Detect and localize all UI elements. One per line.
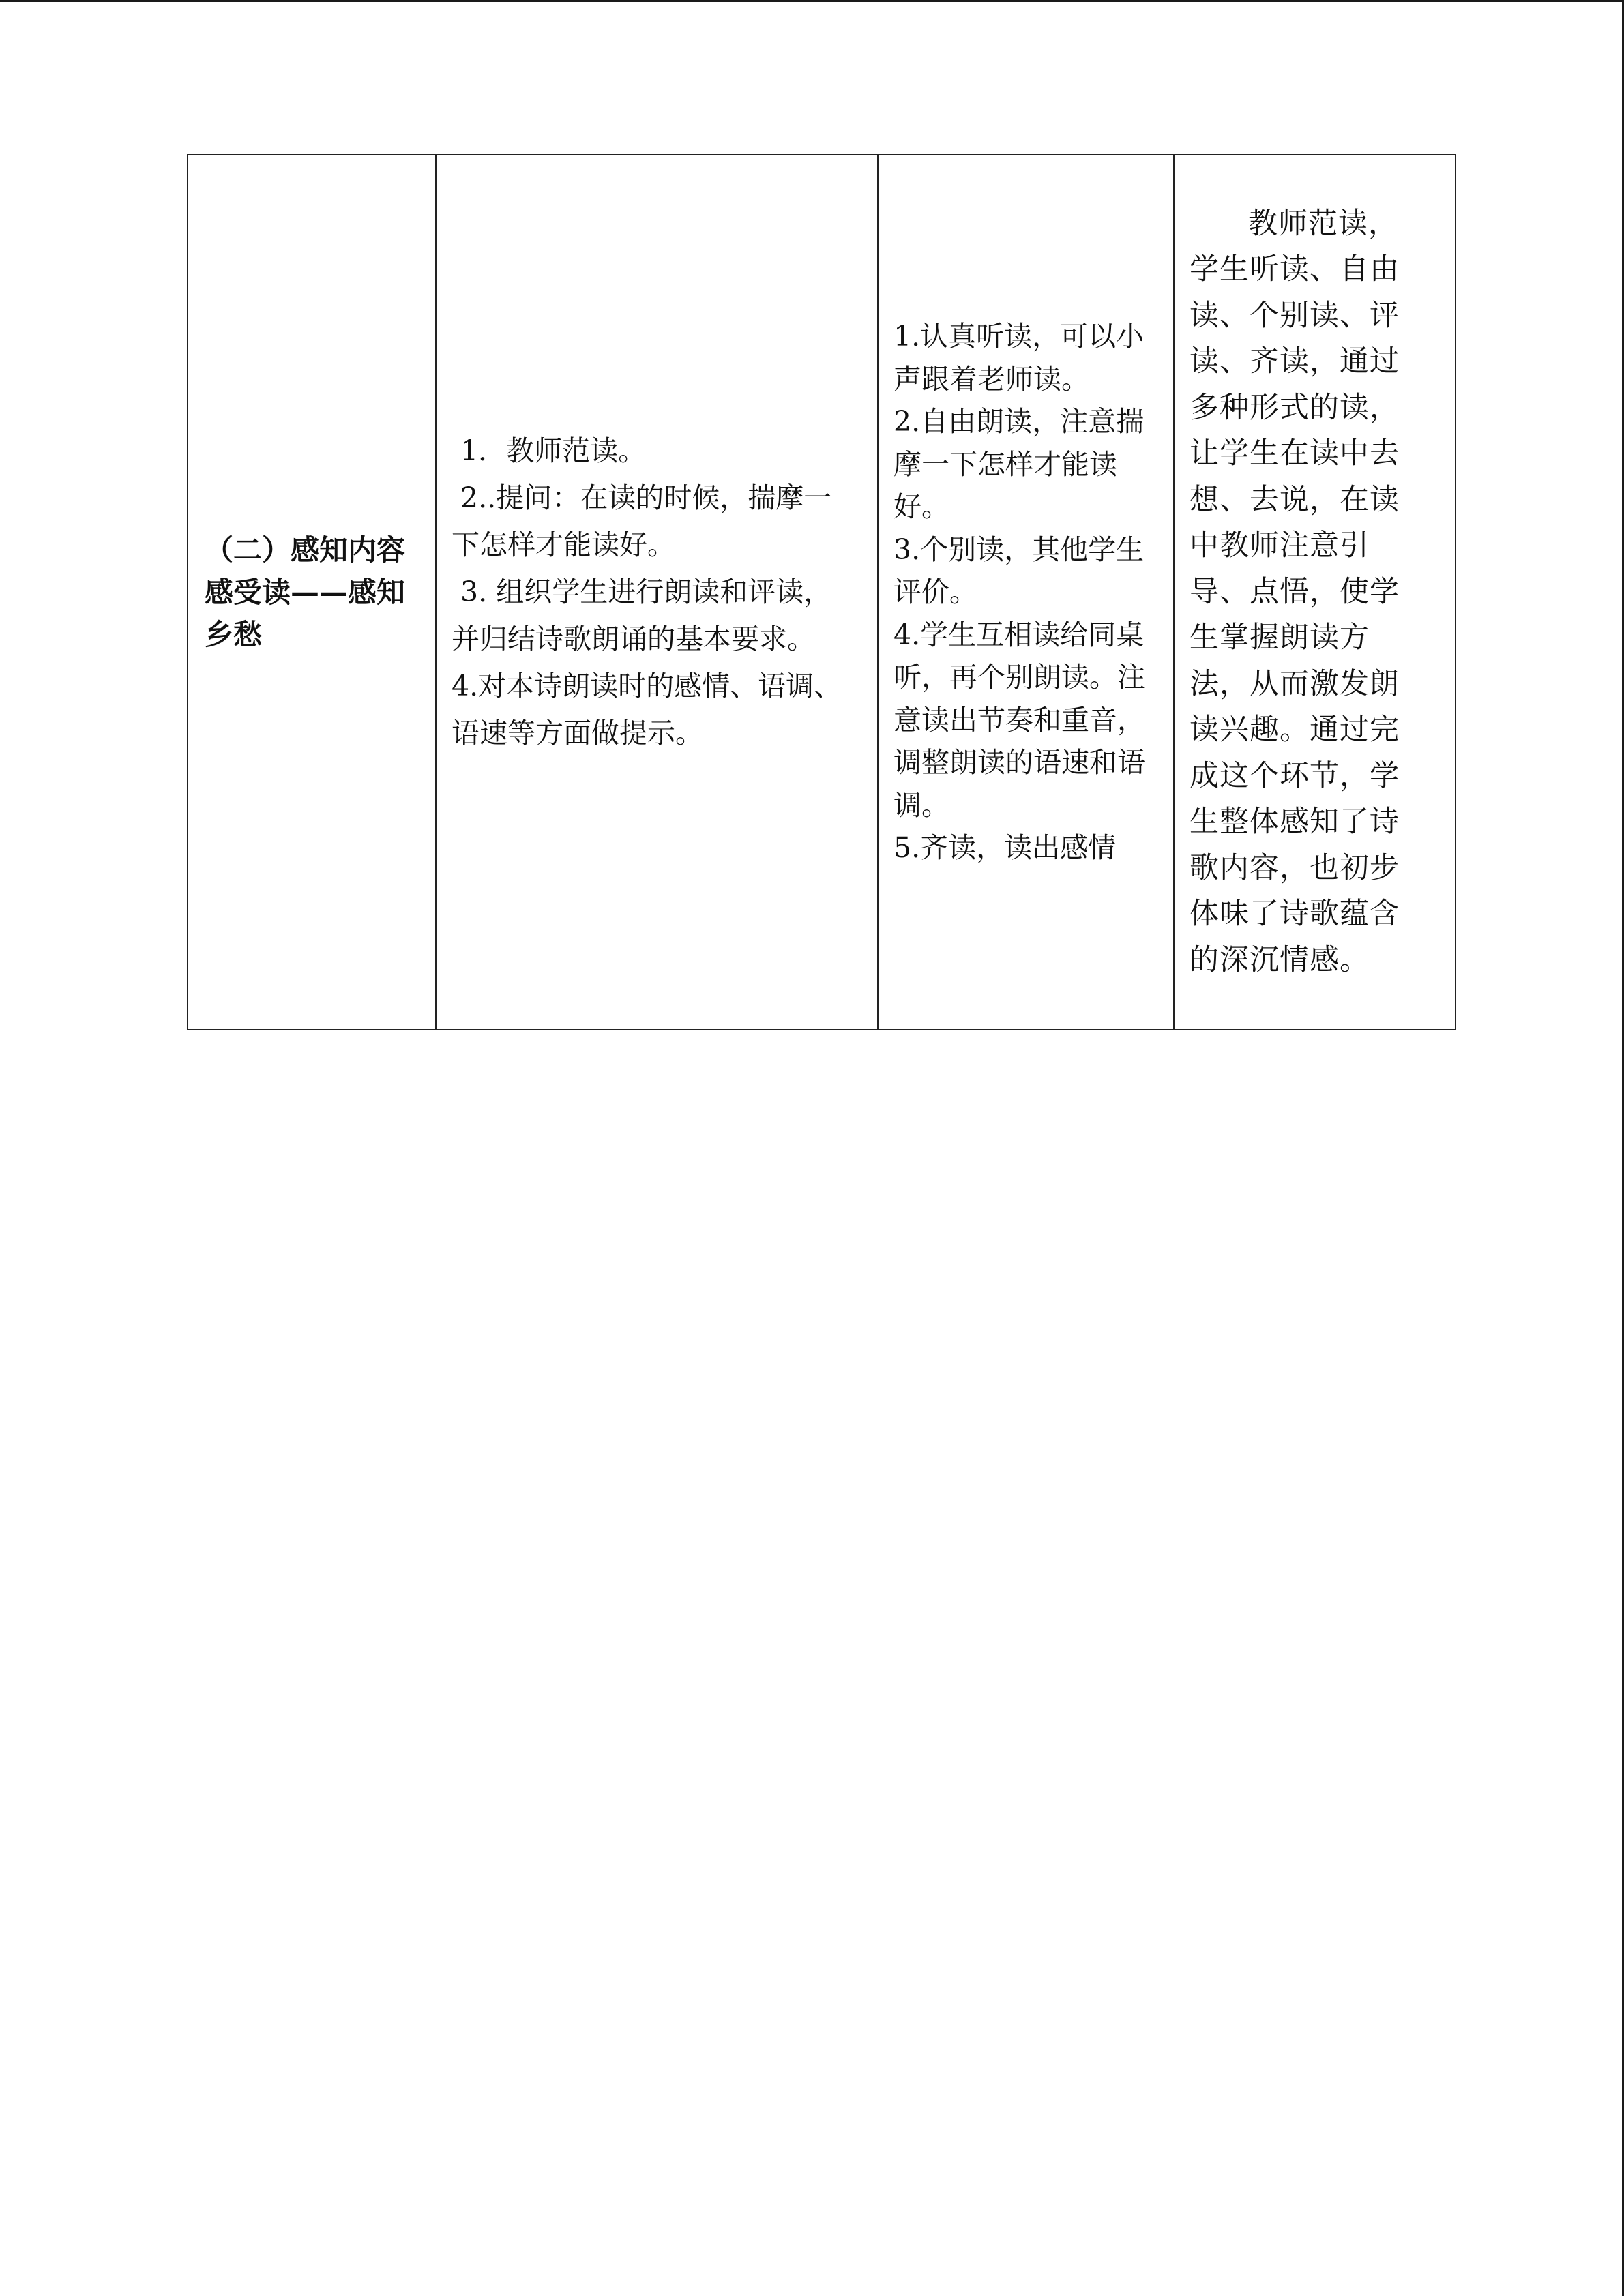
student-activity-item: 3.个别读，其他学生评价。 (894, 533, 1145, 609)
student-activity-item: 1.认真听读，可以小声跟着老师读。 (894, 320, 1145, 396)
design-intent-cell (1174, 155, 1456, 1030)
teacher-activity-item: 4.对本诗朗读时的感情、语调、语速等方面做提示。 (452, 670, 842, 749)
lesson-plan-table (187, 154, 1456, 1030)
stage-title: （二）感知内容感受读——感知乡愁 (205, 533, 406, 651)
teacher-activity-cell (436, 155, 878, 1030)
teacher-activity-item: 1．教师范读。 (452, 434, 647, 467)
student-activity-list (879, 315, 1173, 869)
table-row (188, 155, 1456, 1030)
teacher-activity-list (437, 428, 877, 757)
student-activity-item: 4.学生互相读给同桌听，再个别朗读。注意读出节奏和重音，调整朗读的语速和语调。 (894, 618, 1145, 822)
teacher-activity-item: 2..提问：在读的时候，揣摩一下怎样才能读好。 (452, 481, 832, 561)
teacher-activity-item: 3. 组织学生进行朗读和评读，并归结诗歌朗诵的基本要求。 (452, 576, 832, 655)
student-activity-item: 5.齐读，读出感情 (894, 831, 1117, 865)
page-top-border (0, 0, 1624, 2)
stage-cell (188, 155, 436, 1030)
design-intent-text: 教师范读，学生听读、自由读、个别读、评读、齐读，通过多种形式的读，让学生在读中去想、去说，在读中教师注意引导、点悟，使学生掌握朗读方法，从而激发朗读兴趣。通过完成这个环节，学生整体感知了诗歌内容，也初步体味了诗歌蕴含的深沉情感。 (1190, 206, 1400, 977)
student-activity-cell (878, 155, 1174, 1030)
student-activity-item: 2.自由朗读，注意揣摩一下怎样才能读好。 (894, 405, 1145, 524)
